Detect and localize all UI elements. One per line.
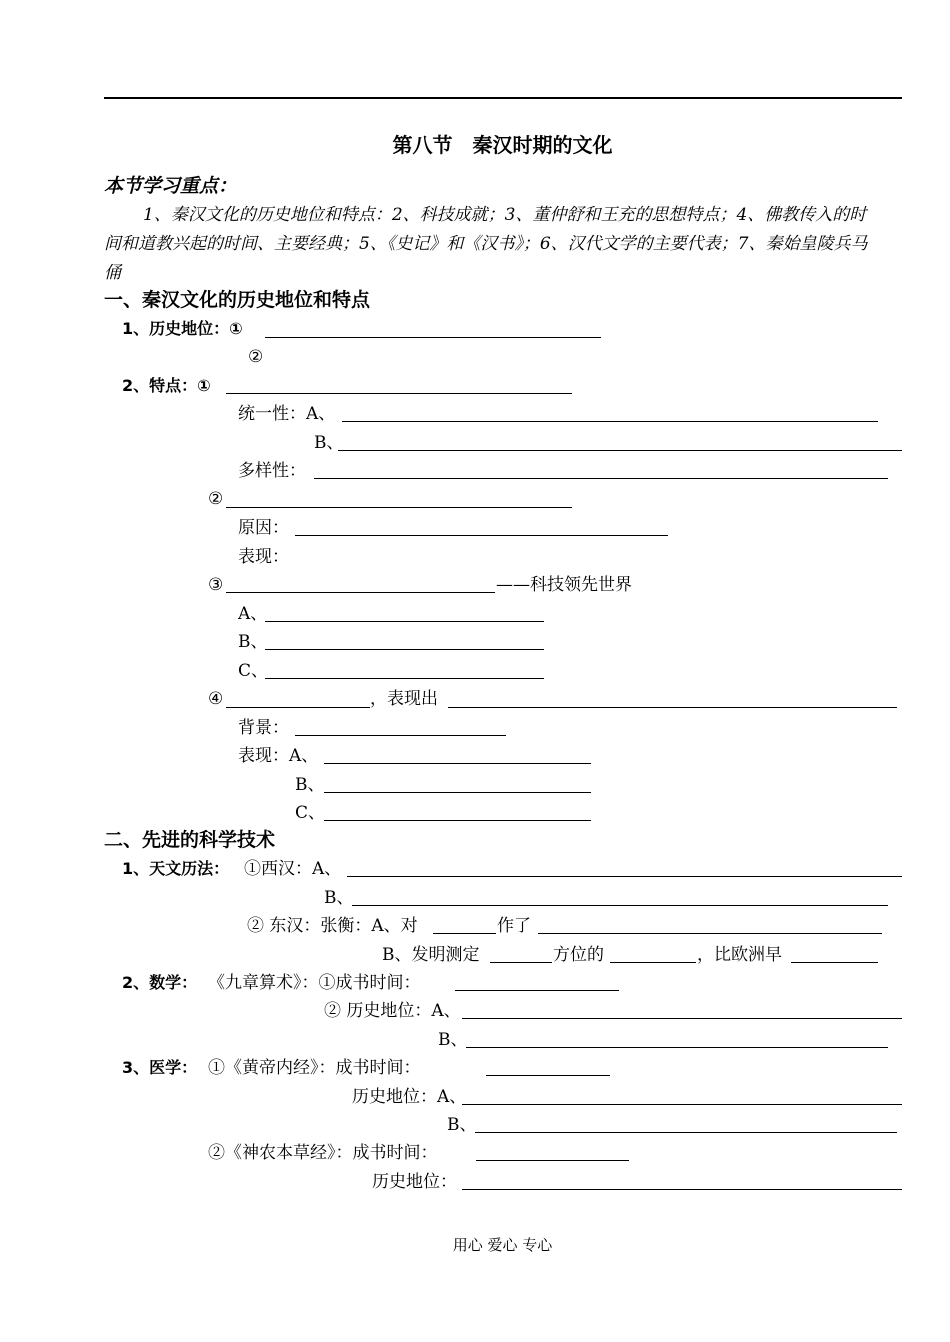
tech-a-blank[interactable] [265,621,544,622]
med-1b-label: B、 [447,1115,477,1135]
astro-1-label: ①西汉：A、 [244,859,342,879]
tech-c-label: C、 [238,661,269,681]
focus-line-2: 间和道教兴起的时间、主要经典；5、《史记》和《汉书》；6、汉代文学的主要代表；7、秦始皇陵兵马 [104,234,868,254]
tech-a-label: A、 [238,604,268,624]
math-2a-blank[interactable] [462,1018,902,1019]
math-2b-blank[interactable] [466,1047,888,1048]
med-2-label: ②《神农本草经》：成书时间： [208,1143,438,1163]
math-2-label: ② 历史地位：A、 [324,1001,461,1021]
focus-line-1: 1、秦汉文化的历史地位和特点：2、科技成就；3、董仲舒和王充的思想特点；4、佛教传入的时 [143,205,867,225]
astro-1b-label: B、 [324,888,354,908]
astro-2b-blank-2[interactable] [610,962,696,963]
astro-2b-label-3: ，比欧洲早 [697,945,782,965]
math-label: 2、数学： [122,973,198,992]
feat-3-blank[interactable] [226,592,495,593]
diversity-blank[interactable] [314,478,888,479]
tech-b-blank[interactable] [265,649,544,650]
show-a-label: 表现：A、 [238,746,319,766]
astro-2-blank-1[interactable] [433,933,496,934]
page-footer: 用心 爱心 专心 [452,1236,553,1254]
section-1-heading: 一、秦汉文化的历史地位和特点 [104,289,371,311]
astro-label: 1、天文历法： [122,859,230,878]
feat-4-mid: ，表现出 [370,689,438,709]
background-label: 背景： [238,718,289,738]
header-rule [104,97,902,99]
show-c-blank[interactable] [324,820,591,821]
section-2-heading: 二、先进的科学技术 [104,829,276,851]
unity-b-blank[interactable] [338,450,902,451]
astro-2b-blank-3[interactable] [791,962,878,963]
tech-b-label: B、 [238,632,268,652]
tech-c-blank[interactable] [265,678,544,679]
med-1a-blank[interactable] [462,1104,902,1105]
astro-2b-label-1: B、发明测定 [382,945,480,965]
med-1-blank[interactable] [486,1075,610,1076]
feat-4-show-blank[interactable] [448,707,897,708]
show-label: 表现： [238,547,289,567]
astro-2-mid: 作了 [497,916,531,936]
feat-3-label: ③ [208,575,224,595]
feat-4-blank[interactable] [226,707,370,708]
med-1-hist-label: 历史地位：A、 [352,1087,467,1107]
show-b-blank[interactable] [324,792,591,793]
astro-2b-blank-1[interactable] [490,962,552,963]
med-label: 3、医学： [122,1058,198,1077]
diversity-label: 多样性： [238,461,306,481]
med-2-hist-label: 历史地位： [372,1172,457,1192]
hist-2-label: ② [248,347,264,367]
astro-2b-label-2: 方位的 [553,945,604,965]
astro-1a-blank[interactable] [347,876,902,877]
feat-3-suffix: ——科技领先世界 [496,575,632,595]
feat-2-label: ② [208,489,224,509]
astro-2-label: ② 东汉：张衡：A、对 [247,916,418,936]
math-1-blank[interactable] [455,990,619,991]
show-b-label: B、 [295,775,325,795]
med-1-label: ①《黄帝内经》：成书时间： [208,1058,421,1078]
reason-label: 原因： [238,518,289,538]
med-2-blank[interactable] [476,1160,629,1161]
astro-2-blank-2[interactable] [538,933,882,934]
feat-label: 2、特点：① [122,376,211,395]
astro-1b-blank[interactable] [352,905,888,906]
med-2-hist-blank[interactable] [462,1189,902,1190]
hist-blank-1[interactable] [265,337,601,338]
focus-line-3: 俑 [104,263,121,283]
math-2b-label: B、 [438,1030,468,1050]
feat-blank-1[interactable] [226,393,572,394]
unity-b-label: B、 [314,433,344,453]
background-blank[interactable] [295,735,506,736]
unity-a-blank[interactable] [342,421,878,422]
reason-blank[interactable] [295,535,668,536]
show-a-blank[interactable] [324,763,591,764]
med-1b-blank[interactable] [475,1132,897,1133]
unity-label: 统一性：A、 [238,404,336,424]
feat-4-label: ④ [208,689,224,709]
feat-2-blank[interactable] [226,507,572,508]
page-title: 第八节 秦汉时期的文化 [392,133,613,157]
hist-label: 1、历史地位：① [122,319,243,338]
math-1-label: 《九章算术》：①成书时间： [208,973,421,993]
focus-heading: 本节学习重点： [104,175,238,197]
show-c-label: C、 [295,803,326,823]
